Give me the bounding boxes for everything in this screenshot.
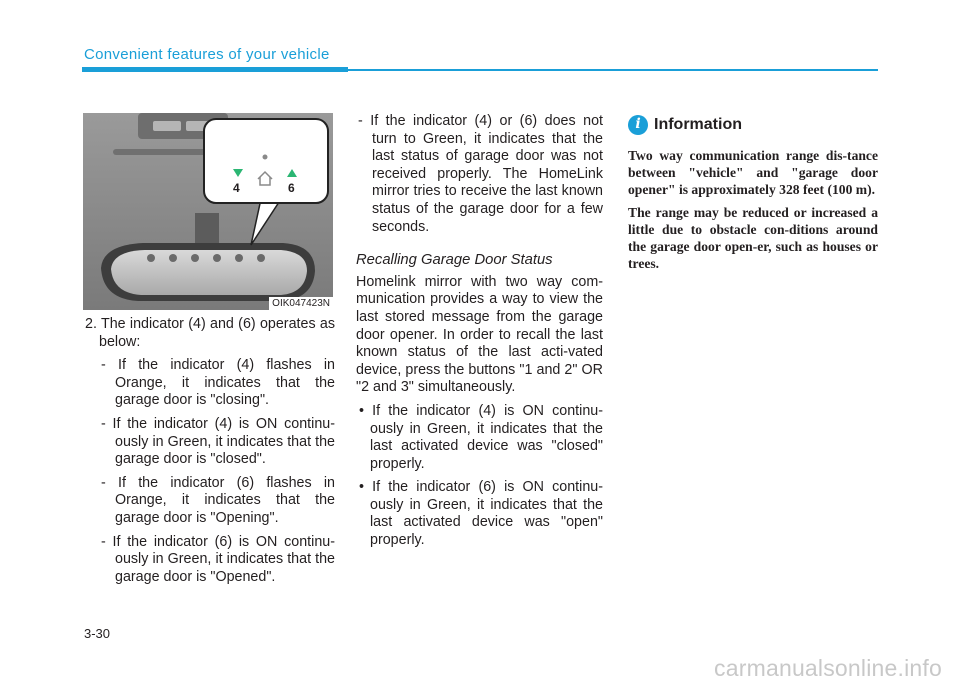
- information-title: Information: [654, 116, 742, 134]
- indicator-intro: 2. The indicator (4) and (6) operates as below:: [85, 316, 335, 350]
- mirror-illustration: [83, 113, 333, 310]
- section-title: Recalling Garage Door Status: [356, 252, 553, 269]
- list-item: - If the indicator (4) or (6) does not turn to Green, it indicates that the last status of garage door was not received properly. The HomeLink mirror tries to receive the last known status of the garage door for a few seconds.: [358, 113, 603, 235]
- figure-code: OIK047423N: [269, 297, 333, 310]
- info-paragraph: The range may be reduced or increased a little due to obstacle con-ditions around the garage door open-er, such as houses or trees.: [628, 205, 878, 271]
- homelink-mirror-figure: [83, 113, 333, 310]
- header-accent-bar: [82, 67, 348, 72]
- callout-label-4: 4: [233, 181, 240, 195]
- header-rule: [348, 69, 878, 71]
- list-item: - If the indicator (4) flashes in Orange, it indicates that the garage door is "closing".: [101, 357, 335, 409]
- info-icon: i: [628, 115, 648, 135]
- column-middle: [356, 113, 603, 550]
- body-paragraph: Homelink mirror with two way com-munication provides a way to view the last stored message from the garage door opener. In order to recall the last known status of the last acti-vated device, press the buttons "1 and 2" OR "2 and 3" simultaneously.: [356, 273, 603, 396]
- watermark-link[interactable]: carmanualsonline.info: [714, 655, 942, 681]
- list-item: - If the indicator (6) flashes in Orange, it indicates that the garage door is "Opening".: [101, 474, 335, 526]
- bullet-item: • If the indicator (6) is ON continu-ously in Green, it indicates that the last activated device was "open" properly.: [359, 479, 603, 549]
- list-item: - If the indicator (6) is ON continu-ously in Green, it indicates that the garage door is "Opened".: [101, 533, 335, 585]
- bullet-item: • If the indicator (4) is ON continu-ously in Green, it indicates that the last activated device was "closed" properly.: [359, 402, 603, 472]
- information-header: [628, 113, 878, 137]
- column-left: [85, 316, 335, 586]
- callout-label-6: 6: [288, 181, 295, 195]
- information-box: [628, 113, 878, 278]
- page-number: 3-30: [84, 626, 111, 641]
- info-paragraph: Two way communication range dis-tance between "vehicle" and "garage door opener" is approximately 328 feet (100 m).: [628, 148, 878, 197]
- section-header-title: Convenient features of your vehicle: [84, 46, 330, 63]
- list-item: - If the indicator (4) is ON continu-ously in Green, it indicates that the garage door is "closed".: [101, 415, 335, 468]
